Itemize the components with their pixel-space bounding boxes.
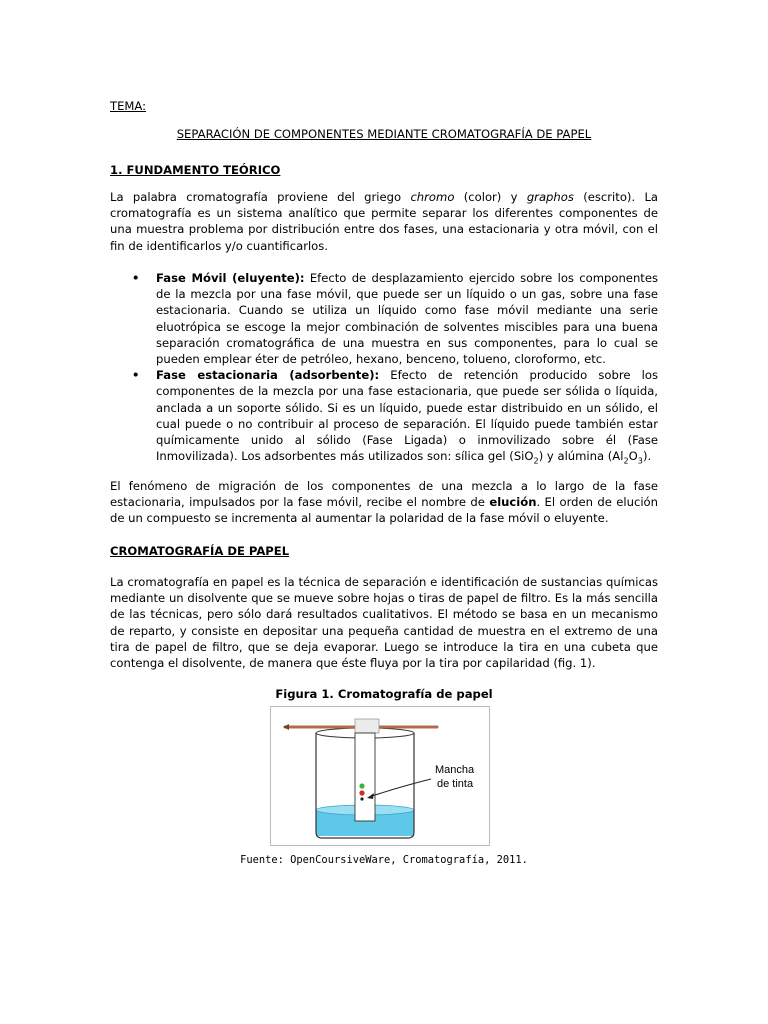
desc-fase-estacionaria: Efecto de retención producido sobre los componentes de la mezcla por una fase estacionaria, que puede ser sólida o líquida, anclada a un soporte sólido. Si es un líquido, puede estar distribuido en un sólido, el cual puede o no contribuir al proceso de separación. El líquido puede también estar químicamente unido al sólido (Fase Ligada) o inmovilizado sobre él (Fase Inmovilizada). Los adsorbentes más utilizados son: sílica gel (SiO bbox=[156, 368, 658, 464]
desc-fase-movil: Efecto de desplazamiento ejercido sobre los componentes de la mezcla por una fase móvil, que puede ser un líquido o un gas, sobre una fase estacionaria. Cuando se utiliza un líquido como fase móvil mediante una serie eluotrópica se escoge la mejor combinación de solventes miscibles para una buena separación cromatográfica de una muestra en sus componentes, para lo cual se pueden emplear éter de petróleo, hexano, benceno, tolueno, cloroformo, etc. bbox=[156, 271, 659, 367]
section-heading-papel: CROMATOGRAFÍA DE PAPEL bbox=[110, 544, 290, 558]
intro-text-3: (escrito). La cromatografía es un sistema analítico que permite separar los diferentes componentes de una muestra problema por distribución entre dos fases, una estacionaria y otra móvil, con el fin de identificarlos y/o cuantificarlos. bbox=[110, 190, 659, 253]
phases-list bbox=[125, 270, 658, 464]
intro-graphos: graphos bbox=[526, 190, 574, 204]
desc-mid: ) y alúmina (Al bbox=[538, 449, 624, 464]
pointer-arrow bbox=[369, 779, 431, 797]
chromatography-figure bbox=[270, 706, 490, 846]
term-fase-estacionaria: Fase estacionaria (adsorbente): bbox=[156, 368, 380, 383]
chromatography-diagram bbox=[271, 707, 489, 845]
term-elucion: elución bbox=[489, 495, 537, 510]
red-ink-spot bbox=[359, 790, 364, 795]
figure-source: Fuente: OpenCoursiveWare, Cromatografía, 2011. bbox=[240, 854, 528, 866]
label-mancha: Mancha bbox=[435, 764, 475, 776]
tema-label: TEMA: bbox=[110, 99, 147, 113]
subscript: 2 bbox=[533, 455, 539, 466]
black-ink-spot bbox=[360, 797, 363, 800]
desc-end: ). bbox=[642, 449, 652, 464]
bullet-marker: • bbox=[132, 368, 140, 383]
list-item-fase-movil bbox=[125, 270, 658, 367]
bullet-marker: • bbox=[132, 271, 140, 285]
rod-tip bbox=[283, 724, 289, 730]
migration-text-1: El fenómeno de migración de los componentes de una mezcla a lo largo de la fase estacionaria, impulsados por la fase móvil, recibe el nombre de bbox=[110, 479, 658, 510]
document-title: SEPARACIÓN DE COMPONENTES MEDIANTE CROMATOGRAFÍA DE PAPEL bbox=[176, 127, 592, 141]
desc-mid2: O bbox=[628, 449, 638, 464]
term-fase-movil: Fase Móvil (eluyente): bbox=[156, 271, 305, 285]
label-de-tinta: de tinta bbox=[437, 778, 474, 790]
intro-text-2: (color) y bbox=[454, 190, 527, 204]
intro-chromo: chromo bbox=[410, 190, 455, 204]
section-heading-fundamento: 1. FUNDAMENTO TEÓRICO bbox=[110, 163, 281, 177]
paper-strip bbox=[355, 733, 375, 821]
green-ink-spot bbox=[359, 783, 364, 788]
intro-text-1: La palabra cromatografía proviene del griego bbox=[110, 190, 411, 204]
subscript: 2 bbox=[623, 455, 629, 466]
migration-paragraph bbox=[110, 478, 658, 527]
list-item-fase-estacionaria bbox=[125, 367, 658, 464]
subscript: 3 bbox=[637, 455, 643, 466]
paper-clip bbox=[355, 719, 379, 733]
migration-text-2: . El orden de elución de un compuesto se incrementa al aumentar la polaridad de la fase móvil o eluyente. bbox=[110, 495, 659, 526]
intro-paragraph bbox=[110, 189, 658, 254]
papel-paragraph: La cromatografía en papel es la técnica de separación e identificación de sustancias químicas mediante un disolvente que se mueve sobre hojas o tiras de papel de filtro. Es la más sencilla de las técnicas, pero sólo dará resultados cualitativos. El método se basa en un mecanismo de reparto, y consiste en depositar una pequeña cantidad de muestra en el extremo de una tira de papel de filtro, que se deja evaporar. Luego se introduce la tira en una cubeta que contenga el disolvente, de manera que éste fluya por la tira por capilaridad (fig. 1). bbox=[110, 575, 658, 671]
figure-caption: Figura 1. Cromatografía de papel bbox=[275, 687, 493, 701]
